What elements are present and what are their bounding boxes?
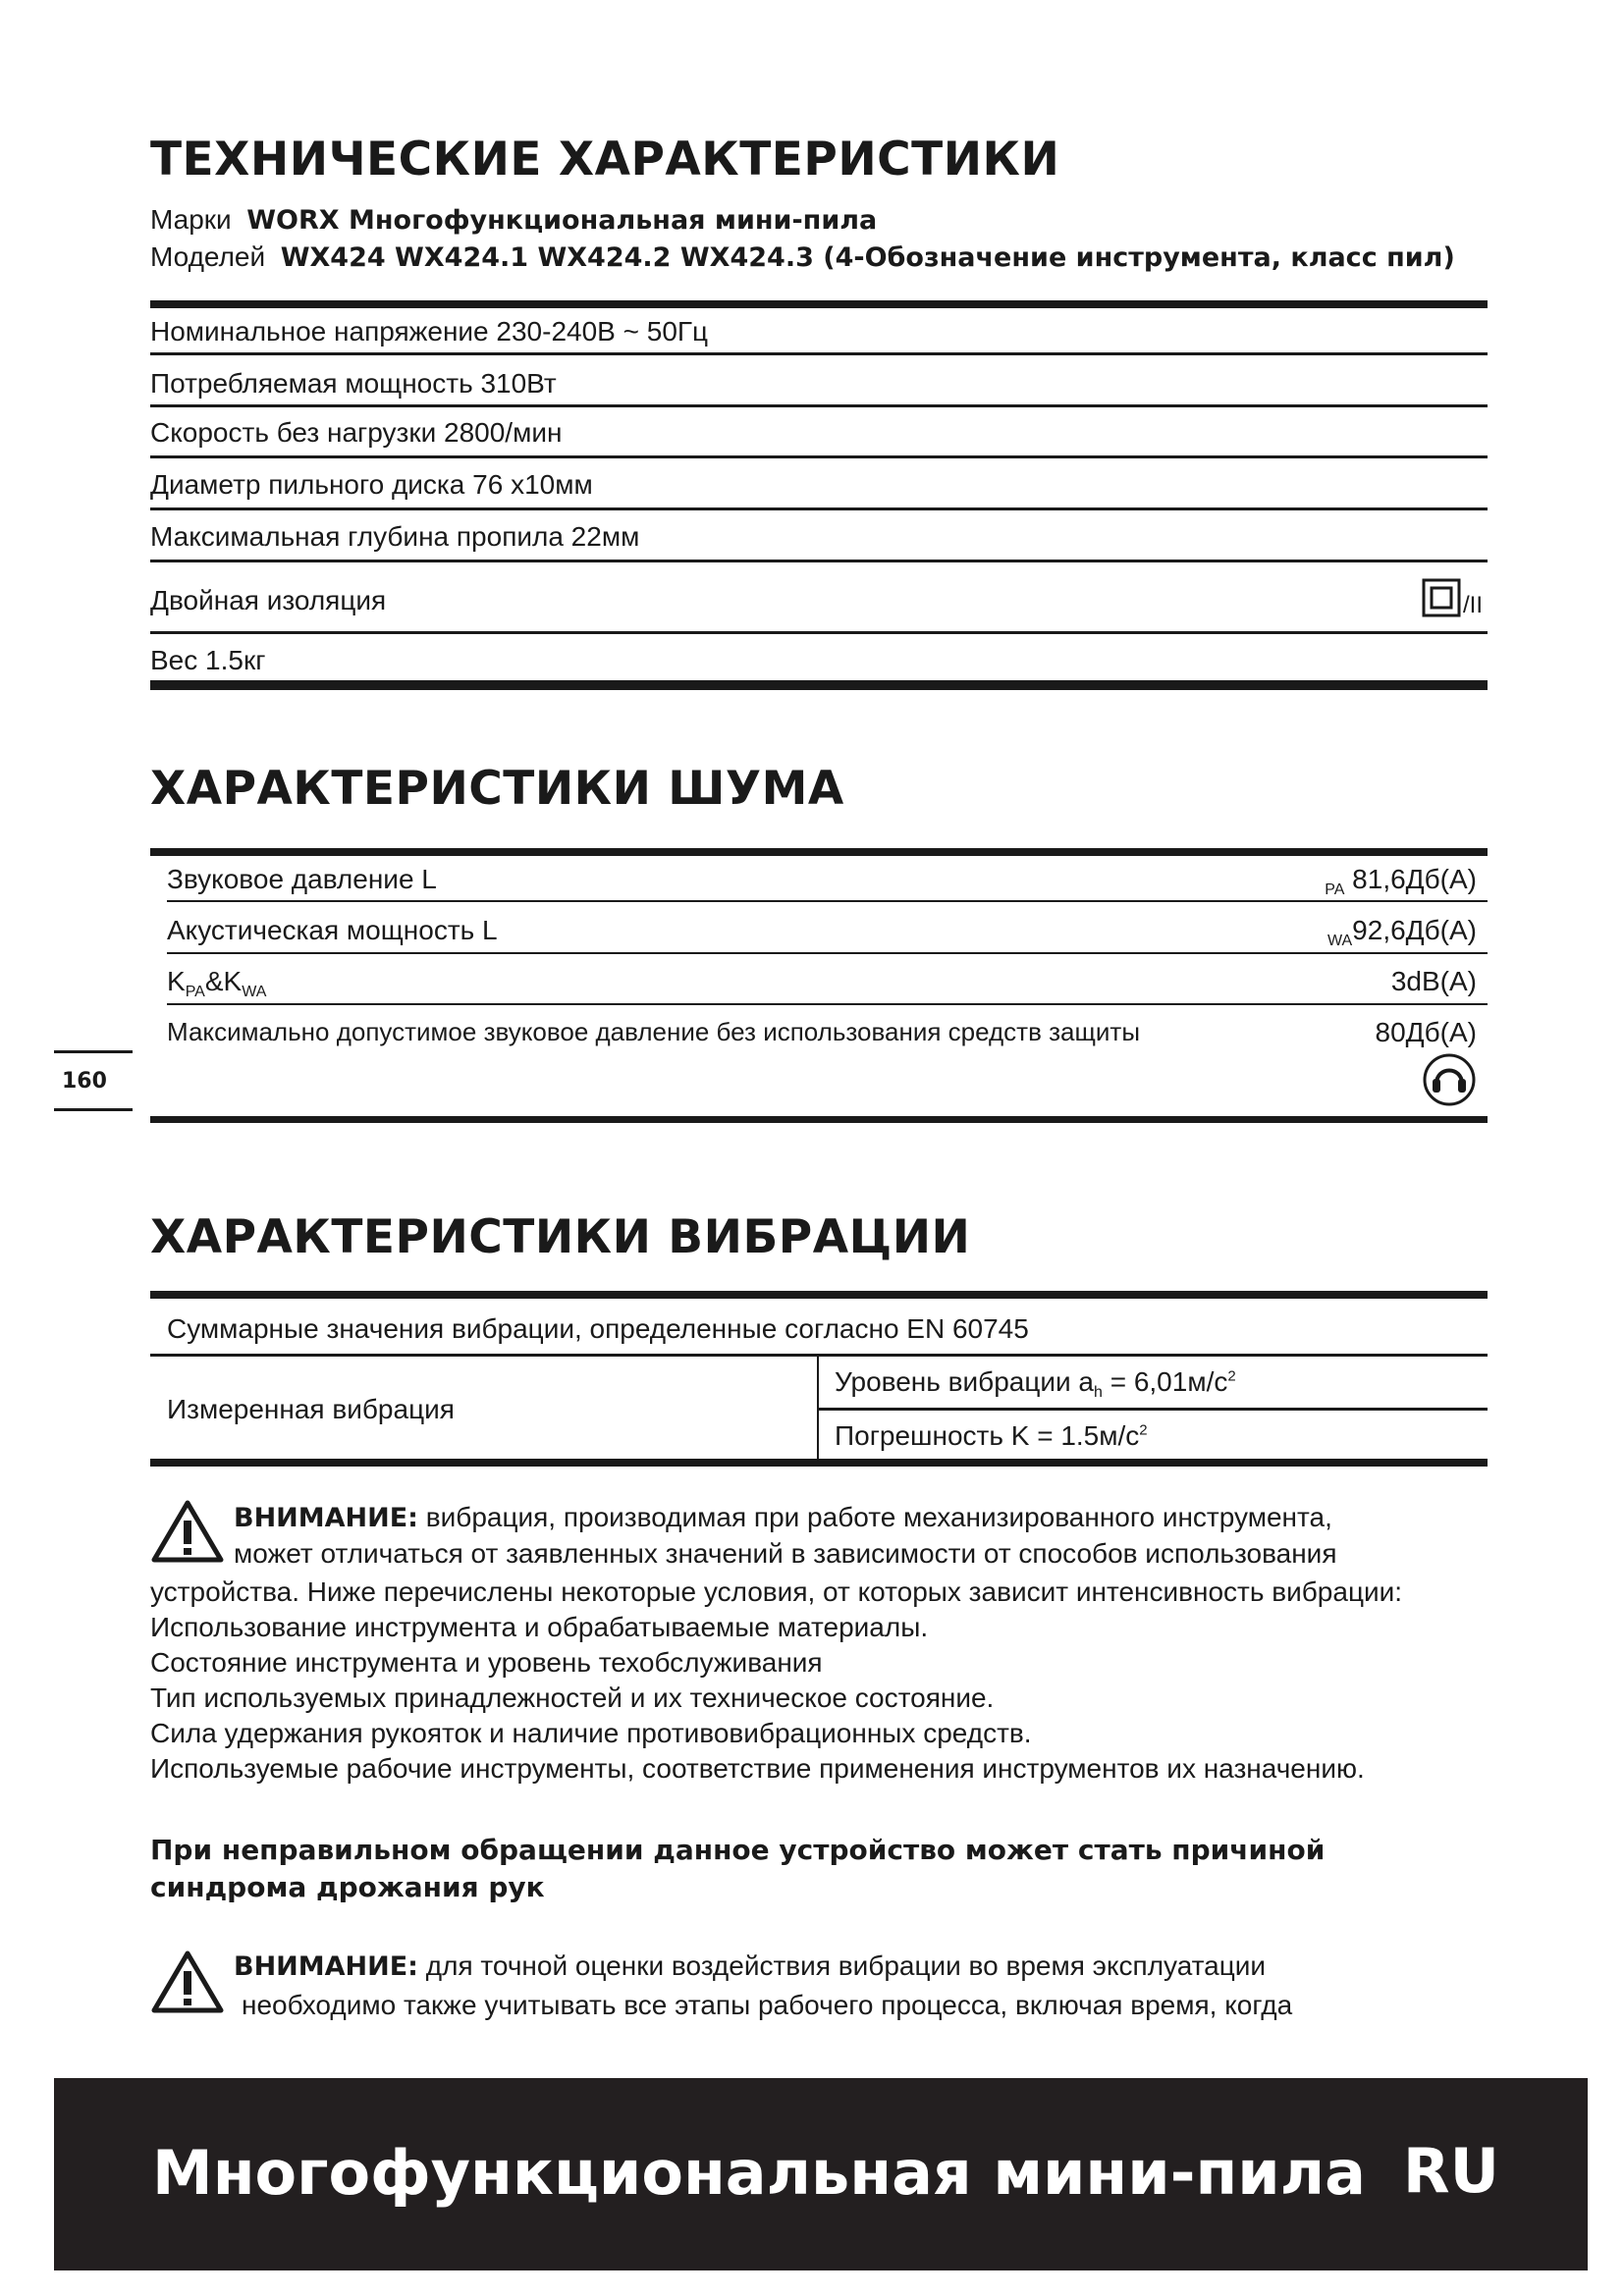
divider xyxy=(818,1408,1488,1411)
divider xyxy=(150,560,1488,562)
bold-note: При неправильном обращении данное устройство может стать причиной синдрома дрожания рук xyxy=(150,1834,1326,1903)
vibration-header: Суммарные значения вибрации, определенные согласно EN 60745 xyxy=(167,1313,1029,1344)
list-item: устройства. Ниже перечислены некоторые условия, от которых зависит интенсивность вибрации: xyxy=(150,1576,1403,1607)
warning-triangle-icon xyxy=(150,1499,225,1564)
ear-protection-icon xyxy=(1422,1052,1477,1107)
vibration-top-rule xyxy=(150,1291,1488,1299)
noise-top-rule xyxy=(150,848,1488,856)
list-item: Состояние инструмента и уровень техобслуживания xyxy=(150,1647,823,1678)
tech-bottom-rule xyxy=(150,680,1488,690)
models-line xyxy=(150,241,1455,273)
noise-row-value: $_{PA}$ 81,6Дб(А) xyxy=(1325,864,1477,898)
brand-value: WORX Многофункциональная мини-пила xyxy=(246,205,878,236)
spec-row: Потребляемая мощность 310Вт xyxy=(150,368,557,399)
noise-row-value: 3dB(A) xyxy=(1390,966,1477,996)
measured-label: Измеренная вибрация xyxy=(167,1394,455,1424)
noise-row-value: $_{WA}$92,6Дб(А) xyxy=(1326,915,1477,949)
spec-row: Скорость без нагрузки 2800/мин xyxy=(150,417,563,448)
list-item: Сила удержания рукояток и наличие противовибрационных средств. xyxy=(150,1718,1032,1748)
divider xyxy=(167,900,1488,902)
list-item: Используемые рабочие инструменты, соответствие применения инструментов их назначению. xyxy=(150,1753,1365,1784)
spec-row: Вес 1.5кг xyxy=(150,645,266,675)
footer-title: Многофункциональная мини-пила xyxy=(152,2137,1366,2209)
divider xyxy=(167,1003,1488,1005)
list-item: Использование инструмента и обрабатываемые материалы. xyxy=(150,1612,929,1642)
noise-row-label: Звуковое давление L xyxy=(167,864,437,894)
page-number: 160 xyxy=(54,1050,133,1111)
warning1-line2: может отличаться от заявленных значений в зависимости от способов использования xyxy=(234,1538,1337,1569)
warning1-list xyxy=(150,1575,1505,1787)
list-item: Тип используемых принадлежностей и их техническое состояние. xyxy=(150,1682,995,1713)
divider xyxy=(150,507,1488,510)
models-label: Моделей xyxy=(150,241,266,272)
vibration-error: Погрешность $K = 1.5м/c^2$ xyxy=(835,1420,1148,1451)
noise-row-label: Максимально допустимое звуковое давление без использования средств защиты xyxy=(167,1017,1141,1046)
divider xyxy=(150,404,1488,407)
language-code: RU xyxy=(1402,2135,1499,2207)
noise-title: ХАРАКТЕРИСТИКИ ШУМА xyxy=(150,762,844,816)
warning2-line2: необходимо также учитывать все этапы рабочего процесса, включая время, когда xyxy=(242,1990,1293,2020)
class-mark: /II xyxy=(1463,592,1484,618)
tech-title: ТЕХНИЧЕСКИЕ ХАРАКТЕРИСТИКИ xyxy=(150,133,1060,187)
vibration-title: ХАРАКТЕРИСТИКИ ВИБРАЦИИ xyxy=(150,1210,971,1264)
noise-bottom-rule xyxy=(150,1116,1488,1123)
divider xyxy=(150,1354,1488,1357)
divider xyxy=(150,455,1488,458)
noise-row-label: $K_{PA}\&K_{WA}$ xyxy=(167,966,267,1000)
noise-row-value: 80Дб(А) xyxy=(1375,1017,1477,1047)
spec-row: Диаметр пильного диска 76 х10мм xyxy=(150,469,593,500)
double-insulation-icon xyxy=(1422,578,1467,621)
spec-row: Двойная изоляция xyxy=(150,585,387,615)
divider xyxy=(150,352,1488,355)
brand-label: Марки xyxy=(150,204,232,235)
noise-row-label: Акустическая мощность L xyxy=(167,915,498,945)
divider xyxy=(150,631,1488,634)
divider xyxy=(167,952,1488,954)
brand-line xyxy=(150,204,877,236)
warning-triangle-icon xyxy=(150,1949,225,2014)
warning1-line1: ВНИМАНИЕ: вибрация, производимая при работе механизированного инструмента, xyxy=(234,1502,1332,1533)
tech-top-rule xyxy=(150,300,1488,308)
warning2-line1: ВНИМАНИЕ: для точной оценки воздействия вибрации во время эксплуатации xyxy=(234,1950,1267,1982)
models-value: WX424 WX424.1 WX424.2 WX424.3 (4-Обозначение инструмента, класс пил) xyxy=(280,242,1455,273)
vibration-bottom-rule xyxy=(150,1459,1488,1467)
spec-row: Максимальная глубина пропила 22мм xyxy=(150,521,640,552)
vibration-level: Уровень вибрации $a_h = 6,01м/c^2$ xyxy=(835,1366,1236,1401)
spec-row: Номинальное напряжение 230-240В ~ 50Гц xyxy=(150,316,709,347)
footer-banner xyxy=(54,2078,1588,2270)
